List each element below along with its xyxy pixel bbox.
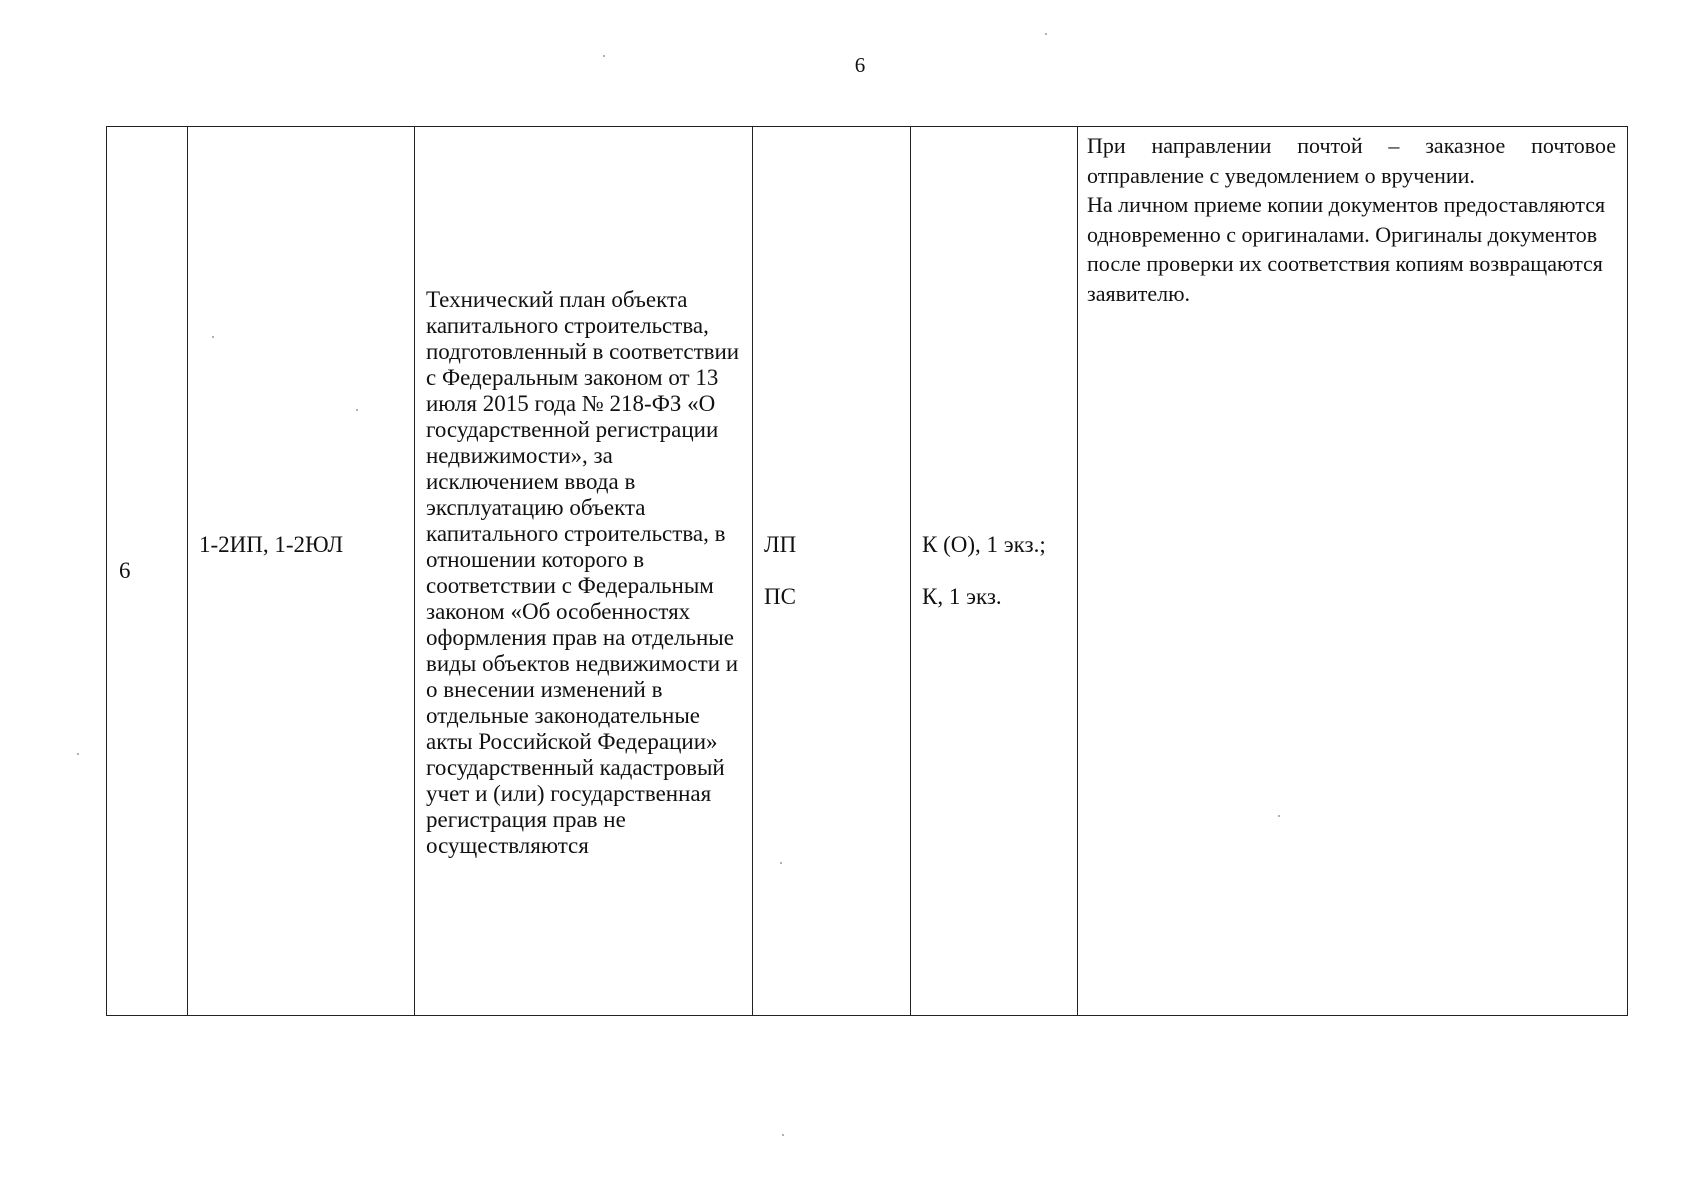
scan-speck <box>1278 815 1280 817</box>
scan-speck <box>603 55 605 57</box>
scan-speck <box>780 862 782 864</box>
scan-speck <box>782 1134 784 1136</box>
scan-speck <box>1045 33 1047 35</box>
document-requirements-table <box>106 126 1628 1016</box>
row-number: 6 <box>119 558 131 583</box>
submission-method-post: ПС <box>764 584 796 609</box>
document-form-original-copy: К (О), 1 экз.; <box>922 532 1046 557</box>
note-postal: При направлении почтой – заказное почтовое отправление с уведомлением о вручении. <box>1087 133 1616 188</box>
document-form-copy: К, 1 экз. <box>922 584 1002 609</box>
notes-cell <box>1078 127 1628 1016</box>
document-form-cell <box>911 127 1078 1016</box>
scan-speck <box>212 336 214 338</box>
document-name: Технический план объекта капитального строительства, подготовленный в соответствии с Федеральным законом от 13 июля 2015 года № 218-ФЗ «О государственной регистрации недвижимости», за исключением ввода в эксплуатацию объекта капитального строительства, в отношении которого в соответствии с Федеральным законом «Об особенностях оформления прав на отдельные виды объектов недвижимости и о внесении изменений в отдельные законодательные акты Российской Федерации» государственный кадастровый учет и (или) государственная регистрация прав не осуществляются <box>426 287 740 858</box>
form-codes: 1-2ИП, 1-2ЮЛ <box>199 532 344 557</box>
page-number: 6 <box>854 53 866 77</box>
table-row <box>107 127 1628 1016</box>
scan-speck <box>77 753 79 755</box>
note-personal-visit: На личном приеме копии документов предоставляются одновременно с оригиналами. Оригиналы документов после проверки их соответствия копиям возвращаются заявителю. <box>1087 192 1606 306</box>
document-name-cell <box>415 127 753 1016</box>
document-form-list <box>922 532 1077 610</box>
submission-method-personal: ЛП <box>764 532 797 557</box>
submission-method-cell <box>753 127 911 1016</box>
submission-method-list <box>764 532 910 610</box>
scan-speck <box>356 409 358 411</box>
row-number-cell <box>107 127 188 1016</box>
form-codes-cell <box>188 127 415 1016</box>
